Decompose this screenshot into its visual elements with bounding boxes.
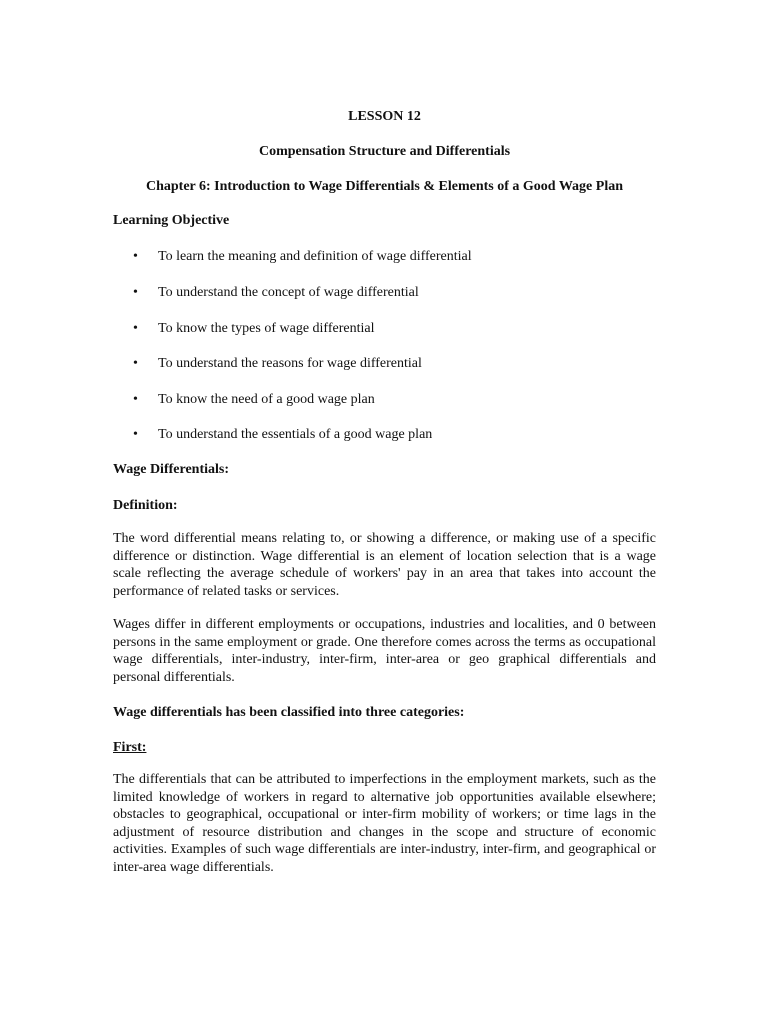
list-item-text: To know the types of wage differential — [158, 321, 375, 336]
wage-difference-paragraph: Wages differ in different employments or occupations, industries and localities, and 0 between persons in the same employment or grade. One therefore comes across the terms as occupational wage differentials, inter-industry, inter-firm, inter-area or geo graphical differentials and personal differentials. — [113, 617, 656, 685]
bullet-icon: • — [133, 285, 138, 300]
list-item-text: To understand the reasons for wage differential — [158, 356, 422, 371]
bullet-icon: • — [133, 427, 138, 442]
first-category-paragraph: The differentials that can be attributed to imperfections in the employment markets, such as the limited knowledge of workers in regard to alternative job opportunities available elsewhere; obstacles to geographical, occupational or inter-firm mobility of workers; or time lags in the adjustment of resource distribution and changes in the scope and structure of economic activities. Examples of such wage differentials are inter-industry, inter-firm, and geographical or inter-area wage differentials. — [113, 772, 656, 875]
list-item-text: To understand the essentials of a good wage plan — [158, 427, 433, 442]
lesson-subtitle: Compensation Structure and Differentials — [258, 144, 511, 159]
bullet-icon: • — [133, 249, 138, 264]
list-item-text: To understand the concept of wage differential — [158, 285, 419, 300]
wage-differentials-heading: Wage Differentials: — [113, 462, 229, 477]
bullet-icon: • — [133, 321, 138, 336]
list-item-text: To learn the meaning and definition of wage differential — [158, 249, 472, 264]
list-item-text: To know the need of a good wage plan — [158, 392, 375, 407]
chapter-title: Chapter 6: Introduction to Wage Differentials & Elements of a Good Wage Plan — [145, 179, 624, 194]
bullet-icon: • — [133, 392, 138, 407]
learning-objective-heading: Learning Objective — [113, 213, 230, 228]
lesson-title: LESSON 12 — [348, 109, 421, 124]
definition-paragraph: The word differential means relating to, or showing a difference, or making use of a specific difference or distinction. Wage differential is an element of location selection that is a wage scale reflecting the average schedule of workers' pay in an area that takes into account the performance of related tasks or services. — [113, 531, 656, 599]
definition-heading: Definition: — [113, 498, 178, 513]
bullet-icon: • — [133, 356, 138, 371]
first-category-heading: First: — [113, 740, 147, 755]
classification-heading: Wage differentials has been classified into three categories: — [113, 705, 465, 720]
